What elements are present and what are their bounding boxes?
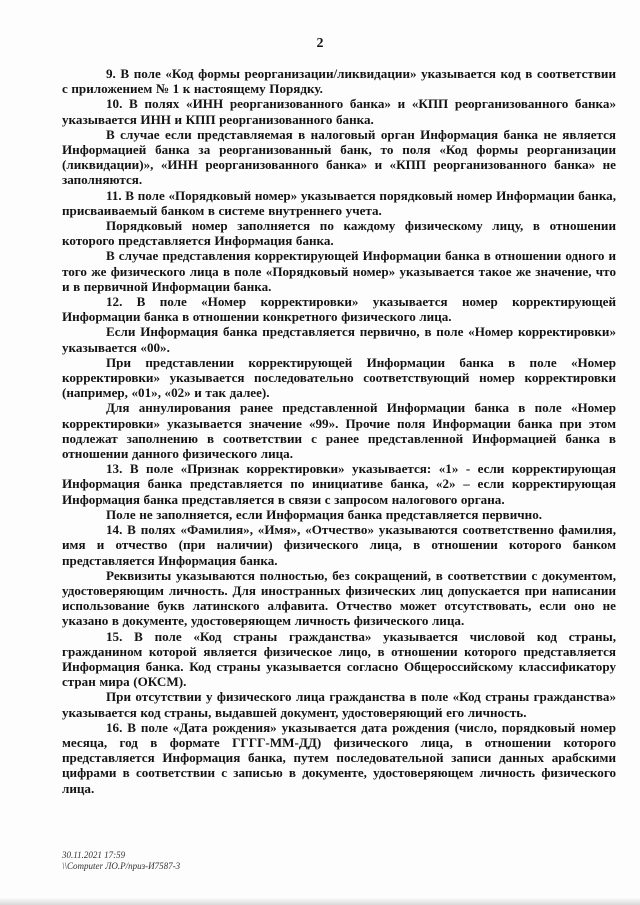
paragraph: При отсутствии у физического лица гражданства в поле «Код страны гражданства» указывается код страны, выдавшей документ, удостоверяющий его личность. [62, 689, 616, 720]
page-number: 2 [316, 36, 324, 51]
paragraph: 14. В полях «Фамилия», «Имя», «Отчество» указываются соответственно фамилия, имя и отчество (при наличии) физического лица, в отношении которого банком представляется Информация банка. [62, 522, 616, 568]
footer-stamp [62, 850, 180, 872]
footer-date: 30.11.2021 17:59 [62, 850, 126, 860]
paragraph: В случае представления корректирующей Информации банка в отношении одного и того же физического лица в поле «Порядковый номер» указывается такое же значение, что и в первичной Информации банка. [62, 248, 616, 294]
paragraph: Порядковый номер заполняется по каждому физическому лицу, в отношении которого представляется Информация банка. [62, 218, 616, 249]
document-body [62, 66, 616, 796]
paragraph: 9. В поле «Код формы реорганизации/ликвидации» указывается код в соответствии с приложением № 1 к настоящему Порядку. [62, 66, 616, 97]
paragraph: 15. В поле «Код страны гражданства» указывается числовой код страны, гражданином которой является физическое лицо, в отношении которого представляется Информация банка. Код страны указывается согласно Общероссийскому классификатору стран мира (ОКСМ). [62, 628, 616, 690]
paragraph: Для аннулирования ранее представленной Информации банка в поле «Номер корректировки» указывается значение «99». Прочие поля Информации банка при этом подлежат заполнению в соответствии с ранее представленной Информацией банка в отношении данного физического лица. [62, 400, 616, 462]
paragraph: В случае если представляемая в налоговый орган Информация банка не является Информацией банка за реорганизованный банк, то поля «Код формы реорганизации (ликвидации)», «ИНН реорганизованного банка» и «КПП реорганизованного банка» не заполняются. [62, 126, 616, 188]
paragraph: 11. В поле «Порядковый номер» указывается порядковый номер Информации банка, присваиваемый банком в системе внутреннего учета. [62, 187, 616, 218]
paragraph: 12. В поле «Номер корректировки» указывается номер корректирующей Информации банка в отношении конкретного физического лица. [62, 294, 616, 325]
paragraph: При представлении корректирующей Информации банка в поле «Номер корректировки» указывается последовательно соответствующий номер корректировки (например, «01», «02» и так далее). [62, 354, 616, 401]
paragraph: Если Информация банка представляется первично, в поле «Номер корректировки» указывается «00». [62, 324, 616, 355]
paragraph: Поле не заполняется, если Информация банка представляется первично. [106, 506, 543, 522]
paragraph: Реквизиты указываются полностью, без сокращений, в соответствии с документом, удостоверяющим личность. Для иностранных физических лиц допускается при написании использование букв латинского алфавита. Отчество может отсутствовать, если оно не указано в документе, удостоверяющем личность физического лица. [62, 567, 616, 629]
paragraph: 13. В поле «Признак корректировки» указывается: «1» - если корректирующая Информация банка представляется по инициативе банка, «2» – если корректирующая Информация банка представляется в связи с запросом налогового органа. [62, 461, 616, 507]
paragraph: 16. В поле «Дата рождения» указывается дата рождения (число, порядковый номер месяца, год в формате ГГГГ-ММ-ДД) физического лица, в отношении которого представляется Информация банка, путем последовательной записи данных арабскими цифрами в соответствии с записью в документе, удостоверяющем личность физического лица. [62, 719, 616, 796]
footer-path: \\Computer ЛО.Р/приз-И7587-3 [62, 861, 181, 871]
paragraph: 10. В полях «ИНН реорганизованного банка» и «КПП реорганизованного банка» указывается ИНН и КПП реорганизованного банка. [62, 96, 616, 127]
scan-edge [0, 897, 640, 905]
